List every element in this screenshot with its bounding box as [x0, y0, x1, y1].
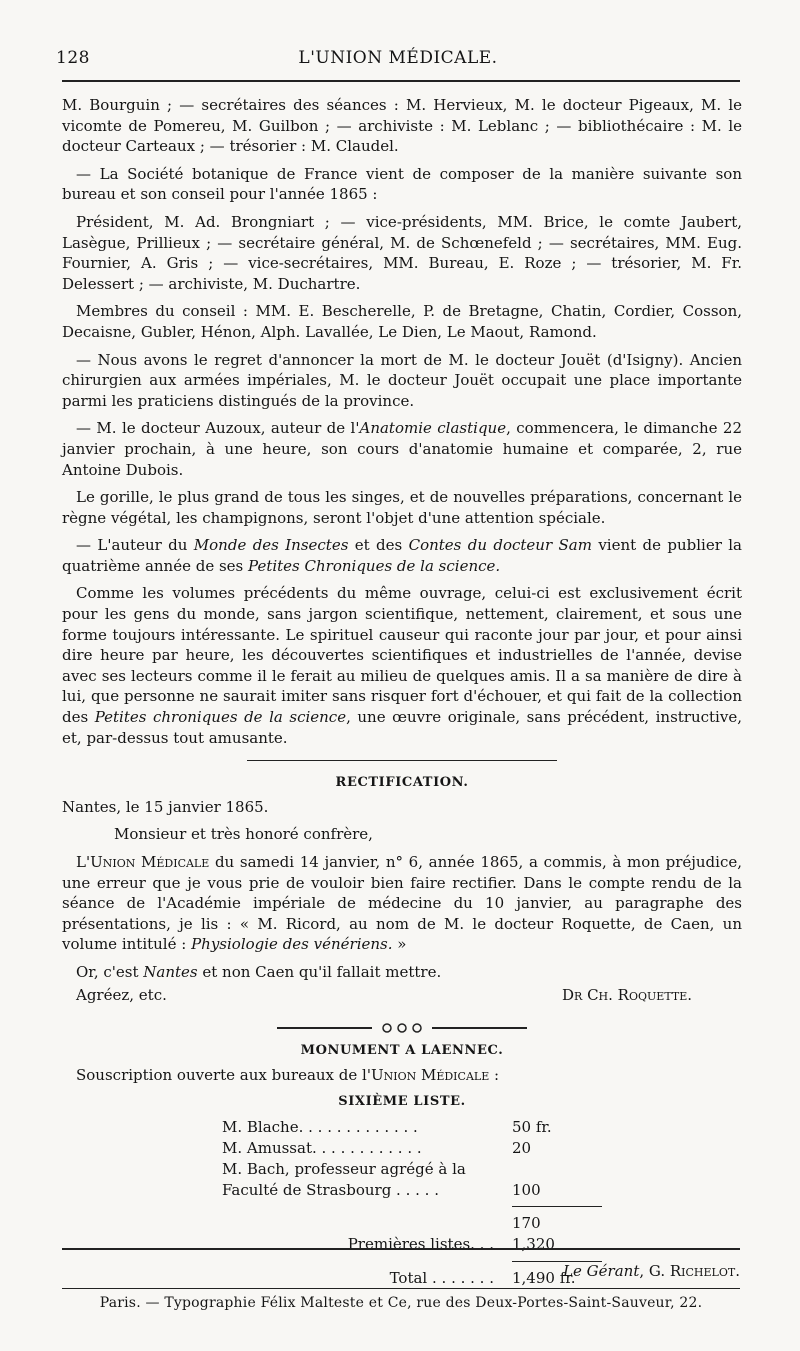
- previous-lists-row: Premières listes. . . 1,320: [347, 1235, 555, 1254]
- gerant-line: Le Gérant, G. Richelot.: [563, 1262, 740, 1280]
- header-rule: [62, 80, 740, 82]
- donor-row: M. Bach, professeur agrégé à la Faculté de Strasbourg . . . . . 100: [222, 1159, 541, 1199]
- list-heading: SIXIÈME LISTE.: [338, 1094, 466, 1110]
- paragraph-chroniques-review: Comme les volumes précédents du même ouvrage, celui-ci est exclusivement écrit pour les gens du monde, sans jargon scientifique, nettement, clairement, et sous une forme toujours intéressante. Le spirituel causeur qui raconte jour par jour, et pour ainsi dire heure par heure, les découvertes scientifiques et industrielles de l'année, devise avec ses lecteurs comme il le ferait au milieu de quelques amis. Il a sa manière de dire à lui, que personne ne saurait imiter sans risquer fort d'échouer, et qui fait de la collection des Petites chroniques de la science, une œuvre originale, sans précédent, instructive, et, par-dessus tout amusante.: [62, 584, 742, 747]
- letter-salutation: Monsieur et très honoré confrère,: [114, 825, 373, 844]
- letter-signature: Dr Ch. Roquette.: [562, 985, 692, 1004]
- paragraph-secretaries: M. Bourguin ; — secrétaires des séances : M. Hervieux, M. le docteur Pigeaux, M. le vicomte de Pomereu, M. Guilbon ; — archiviste : M. Leblanc ; — bibliothécaire : M. le docteur Carteaux ; — trésorier : M. Claudel.: [62, 96, 742, 156]
- monument-heading: MONUMENT A LAENNEC.: [300, 1043, 504, 1059]
- page-number: 128: [56, 48, 90, 68]
- letter-body: L'Union Médicale du samedi 14 janvier, n° 6, année 1865, a commis, à mon préjudice, une erreur que je vous prie de vouloir bien faire rectifier. Dans le compte rendu de la séance de l'Académie impériale de médecine du 10 janvier, au paragraphe des présentations, je lis : « M. Ricord, au nom de M. le docteur Roquette, de Caen, un volume intitulé : Physiologie des vénériens. »: [62, 853, 742, 954]
- printer-imprint: Paris. — Typographie Félix Malteste et Ce, rue des Deux-Portes-Saint-Sauveur, 22.: [99, 1295, 703, 1311]
- article-body: [62, 95, 742, 1289]
- footer-rule-bottom: [62, 1288, 740, 1289]
- ornament-icon: [277, 1022, 527, 1034]
- subtotal-rule: [512, 1206, 602, 1207]
- donor-row: M. Amussat. . . . . . . . . . . . 20: [222, 1138, 532, 1157]
- page-header: [56, 48, 740, 74]
- paragraph-obituary: — Nous avons le regret d'annoncer la mort de M. le docteur Jouët (d'Isigny). Ancien chirurgien aux armées impériales, M. le docteur Jouët occupait une place importante parmi les praticiens distingués de la province.: [62, 350, 742, 410]
- donor-list: [222, 1117, 582, 1289]
- section-divider: [247, 760, 557, 761]
- journal-title: L'UNION MÉDICALE.: [298, 48, 498, 68]
- letter-correction: Or, c'est Nantes et non Caen qu'il fallait mettre.: [76, 962, 442, 981]
- paragraph-gorille: Le gorille, le plus grand de tous les singes, et de nouvelles préparations, concernant le règne végétal, les champignons, seront l'objet d'une attention spéciale.: [62, 488, 742, 527]
- paragraph-botany-bureau: Président, M. Ad. Brongniart ; — vice-présidents, MM. Brice, le comte Jaubert, Lasègue, Prillieux ; — secrétaire général, M. de Schœnefeld ; — secrétaires, MM. Eug. Fournier, A. Gris ; — vice-secrétaires, MM. Bureau, E. Roze ; — trésorier, M. Fr. Delessert ; — archiviste, M. Duchartre.: [62, 212, 742, 293]
- donor-row: M. Blache. . . . . . . . . . . . . 50 fr.: [222, 1117, 552, 1136]
- rectification-heading: RECTIFICATION.: [335, 775, 469, 791]
- paragraph-auzoux: — M. le docteur Auzoux, auteur de l'Anatomie clastique, commencera, le dimanche 22 janvier prochain, à une heure, son cours d'anatomie humaine et comparée, 2, rue Antoine Dubois.: [62, 419, 742, 479]
- paragraph-botany-intro: — La Société botanique de France vient de composer de la manière suivante son bureau et son conseil pour l'année 1865 :: [62, 164, 742, 204]
- subscription-line: Souscription ouverte aux bureaux de l'Union Médicale :: [76, 1065, 500, 1084]
- footer-rule-top: [62, 1248, 740, 1250]
- paragraph-botany-council: Membres du conseil : MM. E. Bescherelle, P. de Bretagne, Chatin, Cordier, Cosson, Decaisne, Gubler, Hénon, Alph. Lavallée, Le Dien, Le Maout, Ramond.: [62, 302, 742, 341]
- paragraph-chroniques-intro: — L'auteur du Monde des Insectes et des Contes du docteur Sam vient de publier la quatrième année de ses Petites Chroniques de la science.: [62, 536, 742, 575]
- ornament-divider: [62, 1019, 742, 1033]
- book-title-anatomie: Anatomie clastique: [359, 419, 507, 438]
- letter-closing-line: [62, 985, 742, 1006]
- total-row: Total . . . . . . . 1,490 fr.: [389, 1269, 576, 1288]
- letter-place-date: Nantes, le 15 janvier 1865.: [62, 797, 269, 816]
- letter-closing: Agréez, etc.: [76, 985, 167, 1004]
- subtotal-row: 170: [512, 1214, 541, 1233]
